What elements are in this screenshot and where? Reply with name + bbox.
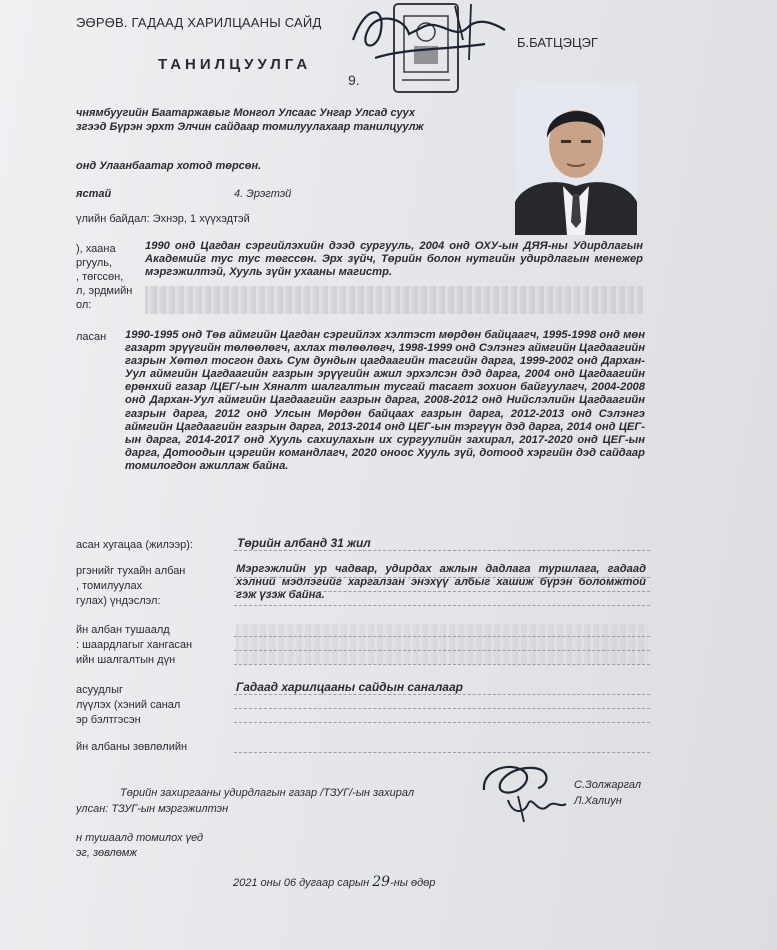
proposal-label-1: асуудлыг (76, 684, 124, 696)
footer-line-2: эг, зөвлөмж (76, 847, 137, 859)
director-title: Төрийн захиргааны удирдлагын газар /ТЗУГ/-ын захирал (120, 787, 415, 799)
exam-label-1: йн албан тушаалд (76, 624, 170, 636)
education-label-2: ргууль, (76, 257, 113, 269)
education-label-3: , төгссөн, (76, 271, 124, 283)
grounds-line-2 (234, 591, 650, 592)
intro-line-1: чнямбуугийн Баатаржавыг Монгол Улсаас Унгар Улсад суух (76, 107, 415, 119)
date-day: 29 (372, 874, 391, 890)
director-signature-icon (478, 756, 570, 824)
career-label: ласан (76, 331, 107, 343)
grounds-text: Мэргэжлийн ур чадвар, удирдах ажлын дадлага туршлага, гадаад хэлний мэдлэгийг харгалзан энэхүү албыг хашиж бүрэн боломжтой гэж үзэж байна. (236, 563, 646, 602)
proposal-label-3: эр бэлтгэсэн (76, 714, 141, 726)
grounds-label-3: гулах) үндэслэл: (76, 595, 161, 607)
grounds-line-3 (234, 605, 650, 606)
date-prefix: 2021 оны 06 дугаар сарын (233, 877, 370, 889)
proposal-label-2: лүүлэх (хэний санал (76, 699, 181, 711)
service-label: асан хугацаа (жилээр): (76, 539, 193, 551)
education-label-4: л, эрдмийн (76, 285, 133, 297)
grounds-line-1 (234, 577, 650, 578)
intro-line-2: згээд Бүрэн эрхт Элчин сайдаар томилуулахаар танилцуулж (76, 121, 424, 133)
council-line (234, 752, 650, 753)
exam-line-3 (234, 664, 650, 665)
career-text: 1990-1995 онд Төв аймгийн Цагдан сэргийлэх хэлтэст мөрдөн байцаагч, 1995-1998 онд мөн газарт эрүүгийн төлөөлөгч, ахлах төлөөлөгч, 1998-1999 онд Сэлэнгэ аймгийн Цагдаагийн газрын Хөтөл тосгон дахь Сум дундын цагдаагийн тасгийн дарга, 1999-2002 онд Дархан-Уул аймгийн Цагдаагийн газрын эрүүгийн ажил эрхэлсэн дэд дарга, 2004 онд Цагдаагийн ерөнхий газар /ЦЕГ/-ын Хяналт шалгалтын тусгай тасагт зохион байгуулагч, 2004-2008 онд Дархан-Уул аймгийн Цагдаагийн газрын дарга, 2008-2012 онд Нийслэлийн Цагдаагийн газрын дарга, 2012 онд Улсын Мөрдөн байцаах газрын дарга, 2012-2013 онд Сэлэнгэ аймгийн Цагдаагийн газрын дарга, 2013-2014 онд ЦЕГ-ын тэргүүн дэд дарга, 2014 онд ЦЕГ-ын дарга, 2014-2017 онд Хууль сахиулахын их сургуулийн захирал, 2017-2020 онд ЦЕГ-ын дарга, Дотоодын цэргийн командлагч, 2020 оноос Хууль зүй, дотоод хэргийн дэд сайдаар томилогдон ажиллаж байна. (125, 329, 646, 472)
service-line (234, 550, 650, 551)
exam-line-2 (234, 650, 650, 651)
proposal-line-1 (234, 694, 650, 695)
education-label-1: ), хаана (76, 243, 116, 255)
page-title: ТАНИЛЦУУЛГА (158, 56, 312, 73)
minister-name: Б.БАТЦЭЦЭГ (517, 35, 598, 50)
exam-label-2: : шаардлагыг хангасан (76, 639, 193, 651)
proposal-line-3 (234, 722, 650, 723)
exam-blank-area (236, 624, 648, 664)
ministry-line: ЭӨРӨВ. ГАДААД ХАРИЛЦААНЫ САЙД (76, 15, 322, 30)
footer-date (233, 876, 435, 890)
proposal-line-2 (234, 708, 650, 709)
gender-info: 4. Эрэгтэй (234, 188, 292, 200)
ethnic-label: ястай (76, 188, 112, 200)
education-label-5: ол: (76, 299, 92, 311)
portrait-photo (515, 82, 637, 235)
prepared-name: Л.Халиун (574, 795, 622, 807)
council-label: йн албаны зөвлөлийн (76, 741, 188, 753)
birth-info: онд Улаанбаатар хотод төрсөн. (76, 160, 262, 172)
minister-signature-icon (345, 0, 515, 70)
footer-line-1: н тушаалд томилох үед (76, 832, 204, 844)
proposal-value: Гадаад харилцааны сайдын саналаар (236, 680, 463, 694)
prepared-label: улсан: ТЗУГ-ын мэргэжилтэн (76, 803, 229, 815)
education-text: 1990 онд Цагдан сэргийлэхийн дээд сургууль, 2004 онд ОХУ-ын ДЯЯ-ны Удирдлагын Академийг тус тус төгссөн. Эрх зүйч, Төрийн болон нутгийн удирдлагын менежер мэргэжилтэй, Хууль зүйн ухааны магистр. (145, 240, 643, 279)
service-value: Төрийн албанд 31 жил (237, 536, 371, 550)
grounds-label-1: ргэнийг тухайн албан (76, 565, 186, 577)
director-name: С.Золжаргал (574, 779, 642, 791)
grounds-label-2: , томилуулах (76, 580, 143, 592)
family-info: үлийн байдал: Эхнэр, 1 хүүхэдтэй (76, 213, 250, 225)
exam-label-3: ийн шалгалтын дүн (76, 654, 176, 666)
redacted-area (145, 286, 643, 314)
date-suffix: -ны өдөр (390, 877, 436, 889)
handwritten-mark: 9. (348, 72, 360, 88)
exam-line-1 (234, 636, 650, 637)
